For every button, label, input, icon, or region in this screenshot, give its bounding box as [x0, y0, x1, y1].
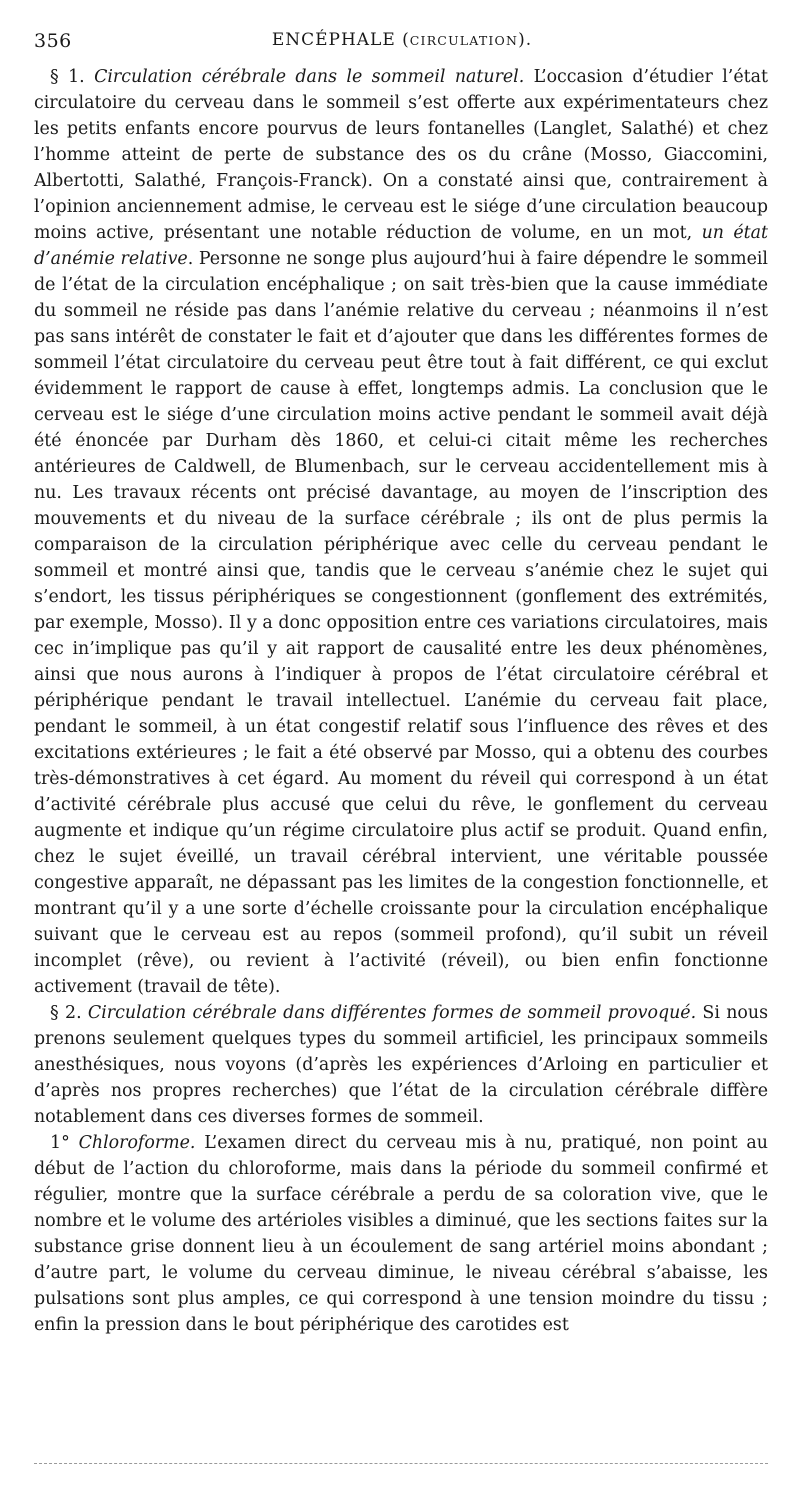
- section-marker: § 1.: [50, 67, 85, 87]
- paragraph-text: . Personne ne songe plus aujourd’hui à faire dépendre le sommeil de l’état de la circulation encéphalique ; on sait très-bien que la cause immédiate du sommeil ne réside pas dans l’anémie relative du cerveau ; néanmoins il n’est pas sans intérêt de constater le fait et d’ajouter que dans les différentes formes de sommeil l’état circulatoire du cerveau peut être tout à fait différent, ce qui exclut évidemment le rapport de cause à effet, longtemps admis. La conclusion que le cerveau est le siége d’une circulation moins active pendant le sommeil avait déjà été énoncée par Durham dès 1860, et celui-ci citait même les recherches antérieures de Caldwell, de Blumenbach, sur le cerveau accidentellement mis à nu. Les travaux récents ont précisé davantage, au moyen de l’inscription des mouvements et du niveau de la surface cérébrale ; ils ont de plus permis la comparaison de la circulation périphérique avec celle du cerveau pendant le sommeil et montré ainsi que, tandis que le cerveau s’anémie chez le sujet qui s’endort, les tissus périphériques se congestionnent (gonflement des extrémités, par exemple, Mosso). Il y a donc opposition entre ces variations circulatoires, mais cec in’implique pas qu’il y ait rapport de causalité entre les deux phénomènes, ainsi que nous aurons à l’indiquer à propos de l’état circulatoire cérébral et périphérique pendant le travail intellectuel. L’anémie du cerveau fait place, pendant le sommeil, à un état congestif relatif sous l’influence des rêves et des excitations extérieures ; le fait a été observé par Mosso, qui a obtenu des courbes très-démonstratives à cet égard. Au moment du réveil qui correspond à un état d’activité cérébrale plus accusé que celui du rêve, le gonflement du cerveau augmente et indique qu’un régime circulatoire plus actif se produit. Quand enfin, chez le sujet éveillé, un travail cérébral intervient, une véritable poussée congestive apparaît, ne dépassant pas les limites de la congestion fonctionnelle, et montrant qu’il y a une sorte d’échelle croissante pour la circulation encéphalique suivant que le cerveau est au repos (sommeil profond), qu’il subit un réveil incomplet (rêve), ou revient à l’activité (réveil), ou bien enfin fonctionne activement (travail de tête).: [34, 249, 768, 997]
- section-title: Chloroforme.: [78, 1133, 196, 1153]
- running-head-close: ).: [518, 30, 533, 50]
- body-text: [34, 64, 768, 1338]
- paragraph-text: L’examen direct du cerveau mis à nu, pratiqué, non point au début de l’action du chloroforme, mais dans la période du sommeil confirmé et régulier, montre que la surface cérébrale a perdu de sa coloration vive, que le nombre et le volume des artérioles visibles a diminué, que les sections faites sur la substance grise donnent lieu à un écoulement de sang artériel moins abondant ; d’autre part, le volume du cerveau diminue, le niveau cérébral s’abaisse, les pulsations sont plus amples, ce qui correspond à une tension moindre du tissu ; enfin la pression dans le bout périphérique des carotides est: [34, 1133, 768, 1335]
- page-number: 356: [34, 30, 72, 52]
- section-marker: § 2.: [50, 1003, 82, 1023]
- paragraph-section-1: [34, 64, 768, 1000]
- paragraph-chloroforme: [34, 1130, 768, 1338]
- section-title: Circulation cérébrale dans le sommeil naturel.: [94, 67, 525, 87]
- section-marker: 1°: [50, 1133, 79, 1153]
- page-header: [34, 28, 770, 56]
- paragraph-text: Si nous prenons seulement quelques types du sommeil artificiel, les principaux sommeils anesthésiques, nous voyons (d’après les expériences d’Arloing en particulier et d’après nos propres recherches) que l’état de la circulation cérébrale diffère notablement dans ces diverses formes de sommeil.: [34, 1003, 768, 1127]
- running-head-main: ENCÉPHALE (: [271, 30, 410, 50]
- paragraph-section-2: [34, 1000, 768, 1130]
- section-title: Circulation cérébrale dans différentes formes de sommeil provoqué.: [87, 1003, 697, 1023]
- running-head: [34, 30, 770, 50]
- footer-rule: [34, 1463, 768, 1464]
- emphasis-text: un état d’anémie relative: [34, 223, 768, 269]
- running-head-smallcaps: CIRCULATION: [409, 33, 519, 48]
- paragraph-text: L’occasion d’étudier l’état circulatoire du cerveau dans le sommeil s’est offerte aux expérimentateurs chez les petits enfants encore pourvus de leurs fontanelles (Langlet, Salathé) et chez l’homme atteint de perte de substance des os du crâne (Mosso, Giaccomini, Albertotti, Salathé, François-Franck). On a constaté ainsi que, contrairement à l’opinion anciennement admise, le cerveau est le siége d’une circulation beaucoup moins active, présentant une notable réduction de volume, en un mot,: [34, 67, 768, 243]
